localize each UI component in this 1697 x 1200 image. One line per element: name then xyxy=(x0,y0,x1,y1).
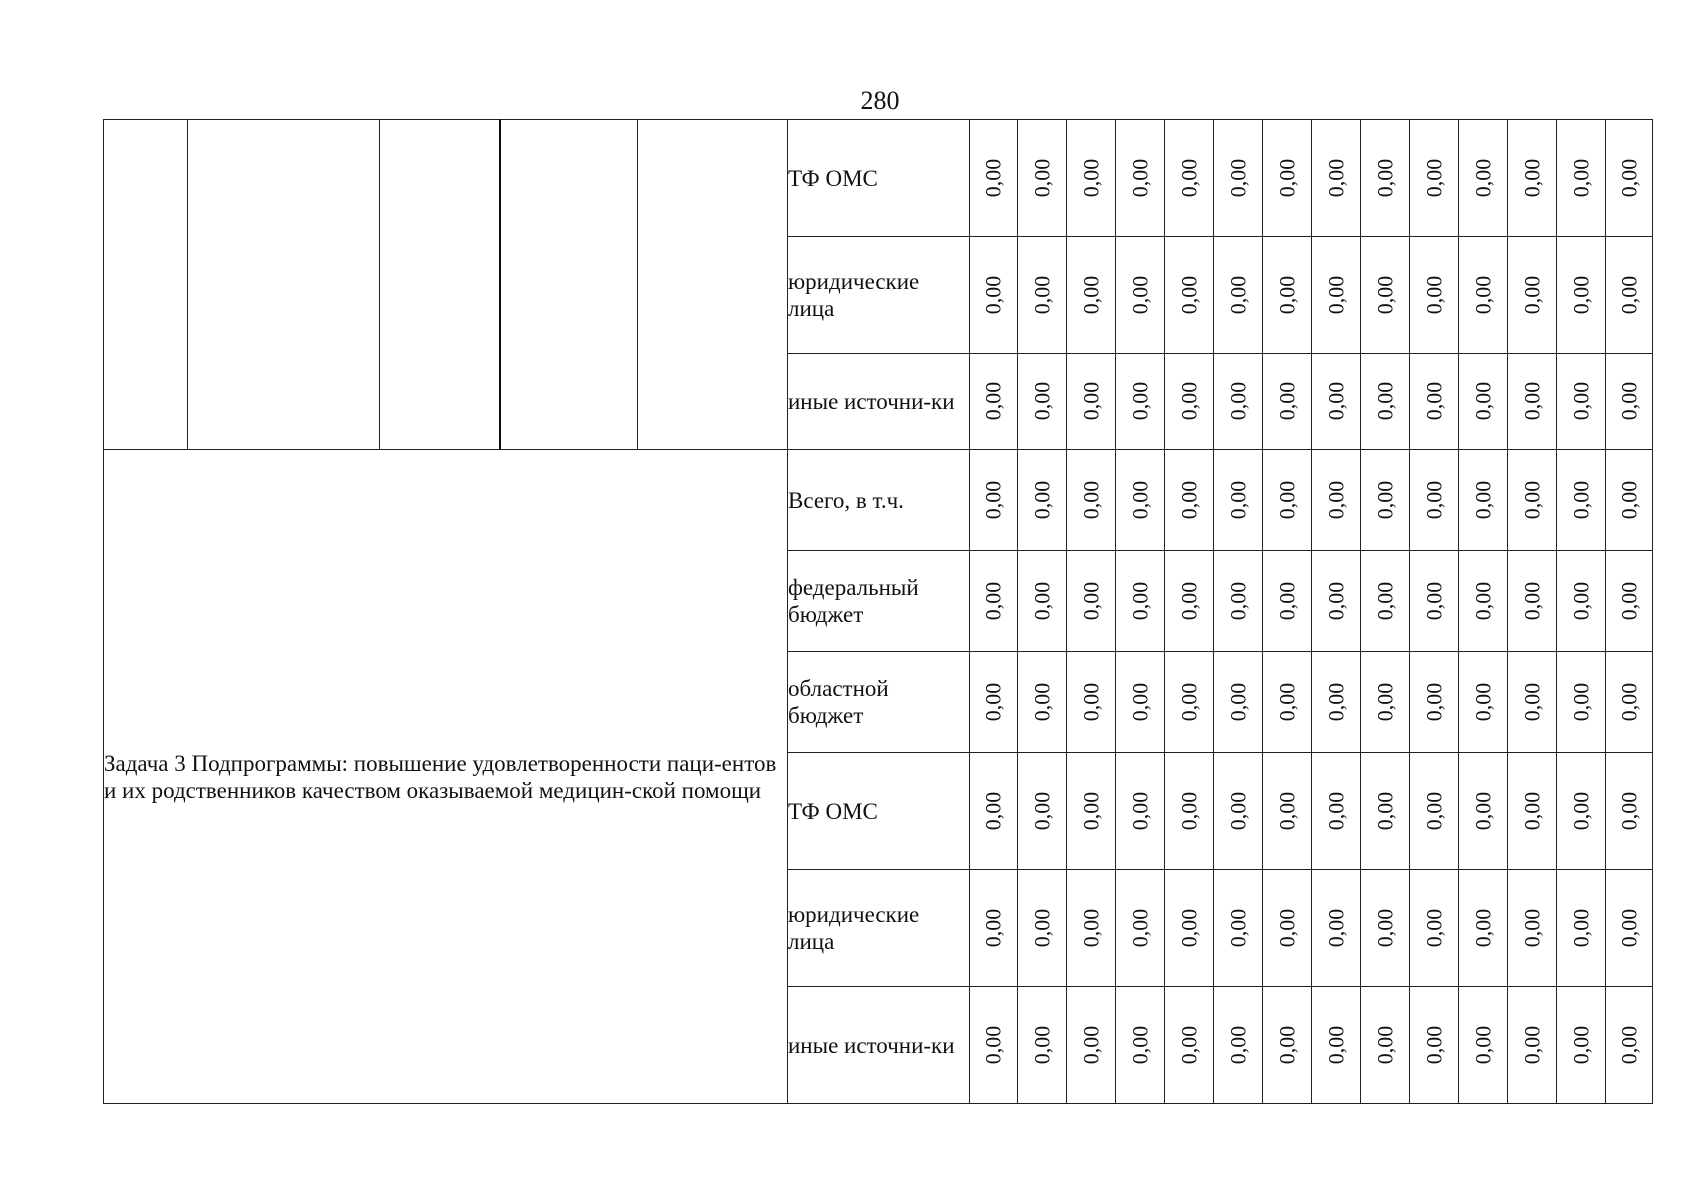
value-cell xyxy=(1263,237,1312,354)
empty-merged-cell xyxy=(638,120,788,450)
value-cell xyxy=(1557,753,1606,870)
value-cell xyxy=(1557,652,1606,753)
value-cell xyxy=(1116,987,1165,1104)
value-text: 0,00 xyxy=(1616,381,1641,421)
value-text: 0,00 xyxy=(1029,581,1054,620)
table-row xyxy=(104,120,1653,237)
empty-merged-cell xyxy=(188,120,380,450)
value-text: 0,00 xyxy=(1519,1025,1544,1064)
value-cell xyxy=(970,120,1018,237)
value-cell xyxy=(1606,652,1653,753)
value-text: 0,00 xyxy=(1323,791,1348,830)
value-text: 0,00 xyxy=(1176,381,1201,421)
value-text: 0,00 xyxy=(1568,908,1593,947)
value-text: 0,00 xyxy=(1127,158,1152,197)
value-cell xyxy=(1312,870,1361,987)
value-cell xyxy=(1312,120,1361,237)
value-cell xyxy=(1312,652,1361,753)
value-cell xyxy=(1459,753,1508,870)
funding-table xyxy=(103,119,1653,1104)
value-cell xyxy=(1116,450,1165,551)
value-text: 0,00 xyxy=(1421,581,1446,620)
value-cell xyxy=(1067,120,1116,237)
value-cell xyxy=(1508,551,1557,652)
value-cell xyxy=(1214,120,1263,237)
value-text: 0,00 xyxy=(1372,158,1397,197)
value-text: 0,00 xyxy=(1029,1025,1054,1064)
value-cell xyxy=(1459,551,1508,652)
source-label: иные источни-ки xyxy=(788,1032,955,1058)
value-text: 0,00 xyxy=(1274,381,1299,421)
value-text: 0,00 xyxy=(1421,275,1446,314)
value-cell xyxy=(1606,551,1653,652)
value-cell xyxy=(1459,120,1508,237)
value-cell xyxy=(1214,753,1263,870)
value-text: 0,00 xyxy=(1225,682,1250,721)
value-cell xyxy=(1165,753,1214,870)
value-text: 0,00 xyxy=(1372,581,1397,620)
value-text: 0,00 xyxy=(1323,682,1348,721)
value-cell xyxy=(1361,354,1410,450)
value-text: 0,00 xyxy=(1176,158,1201,197)
value-cell xyxy=(1263,753,1312,870)
value-text: 0,00 xyxy=(1078,908,1103,947)
source-cell xyxy=(788,753,970,870)
value-text: 0,00 xyxy=(1225,581,1250,620)
value-cell xyxy=(1312,237,1361,354)
value-cell xyxy=(1557,237,1606,354)
value-text: 0,00 xyxy=(1225,1025,1250,1064)
value-text: 0,00 xyxy=(1225,480,1250,519)
value-cell xyxy=(1410,120,1459,237)
value-cell xyxy=(1508,450,1557,551)
value-text: 0,00 xyxy=(1029,381,1054,421)
value-cell xyxy=(1263,652,1312,753)
value-text: 0,00 xyxy=(1372,1025,1397,1064)
value-text: 0,00 xyxy=(1616,682,1641,721)
value-text: 0,00 xyxy=(1078,581,1103,620)
value-cell xyxy=(1557,551,1606,652)
value-text: 0,00 xyxy=(1225,275,1250,314)
value-cell xyxy=(1165,450,1214,551)
value-text: 0,00 xyxy=(1616,581,1641,620)
value-cell xyxy=(1508,354,1557,450)
value-cell xyxy=(970,354,1018,450)
value-cell xyxy=(1214,870,1263,987)
value-cell xyxy=(1263,987,1312,1104)
value-text: 0,00 xyxy=(1029,480,1054,519)
value-text: 0,00 xyxy=(1274,581,1299,620)
source-cell xyxy=(788,354,970,450)
source-cell xyxy=(788,237,970,354)
value-cell xyxy=(970,870,1018,987)
value-cell xyxy=(1116,237,1165,354)
value-cell xyxy=(1361,987,1410,1104)
value-text: 0,00 xyxy=(1519,581,1544,620)
source-cell xyxy=(788,551,970,652)
value-text: 0,00 xyxy=(1470,581,1495,620)
value-text: 0,00 xyxy=(1519,381,1544,421)
value-cell xyxy=(1361,237,1410,354)
value-text: 0,00 xyxy=(1274,908,1299,947)
value-cell xyxy=(1361,870,1410,987)
value-cell xyxy=(1165,237,1214,354)
value-text: 0,00 xyxy=(1568,1025,1593,1064)
source-cell xyxy=(788,120,970,237)
value-text: 0,00 xyxy=(1421,791,1446,830)
value-cell xyxy=(1459,354,1508,450)
value-text: 0,00 xyxy=(1568,682,1593,721)
value-cell xyxy=(1606,354,1653,450)
value-text: 0,00 xyxy=(1029,908,1054,947)
value-text: 0,00 xyxy=(1519,908,1544,947)
value-cell xyxy=(1018,450,1067,551)
value-text: 0,00 xyxy=(1519,480,1544,519)
value-cell xyxy=(1459,450,1508,551)
value-text: 0,00 xyxy=(1372,381,1397,421)
value-cell xyxy=(1459,652,1508,753)
value-cell xyxy=(1214,987,1263,1104)
value-cell xyxy=(1165,120,1214,237)
value-cell xyxy=(1116,551,1165,652)
value-cell xyxy=(1508,652,1557,753)
value-cell xyxy=(970,237,1018,354)
value-text: 0,00 xyxy=(1470,791,1495,830)
value-cell xyxy=(1067,450,1116,551)
value-cell xyxy=(1312,753,1361,870)
value-text: 0,00 xyxy=(1323,581,1348,620)
value-cell xyxy=(1018,120,1067,237)
value-text: 0,00 xyxy=(1176,1025,1201,1064)
value-text: 0,00 xyxy=(1372,275,1397,314)
task-title-cell xyxy=(104,450,788,1104)
value-text: 0,00 xyxy=(1519,158,1544,197)
value-text: 0,00 xyxy=(1176,275,1201,314)
value-text: 0,00 xyxy=(1176,908,1201,947)
value-cell xyxy=(970,551,1018,652)
value-text: 0,00 xyxy=(1470,158,1495,197)
value-cell xyxy=(1116,753,1165,870)
value-cell xyxy=(1312,354,1361,450)
value-text: 0,00 xyxy=(1029,275,1054,314)
value-text: 0,00 xyxy=(1274,682,1299,721)
source-label: ТФ ОМС xyxy=(788,165,878,191)
value-cell xyxy=(1606,753,1653,870)
value-text: 0,00 xyxy=(1323,480,1348,519)
value-text: 0,00 xyxy=(1127,1025,1152,1064)
value-cell xyxy=(1018,987,1067,1104)
value-cell xyxy=(1263,354,1312,450)
value-cell xyxy=(1410,354,1459,450)
value-text: 0,00 xyxy=(980,1025,1006,1064)
value-cell xyxy=(1165,870,1214,987)
source-cell xyxy=(788,652,970,753)
value-text: 0,00 xyxy=(1616,1025,1641,1064)
source-cell xyxy=(788,450,970,551)
value-cell xyxy=(1067,652,1116,753)
value-text: 0,00 xyxy=(1078,682,1103,721)
value-text: 0,00 xyxy=(1372,480,1397,519)
value-text: 0,00 xyxy=(1519,791,1544,830)
value-text: 0,00 xyxy=(1078,158,1103,197)
value-text: 0,00 xyxy=(1470,1025,1495,1064)
value-text: 0,00 xyxy=(1519,682,1544,721)
value-cell xyxy=(1214,450,1263,551)
empty-merged-cell xyxy=(500,120,638,450)
source-cell xyxy=(788,987,970,1104)
value-cell xyxy=(1067,551,1116,652)
value-cell xyxy=(970,652,1018,753)
value-text: 0,00 xyxy=(1568,581,1593,620)
value-text: 0,00 xyxy=(1127,480,1152,519)
value-cell xyxy=(1116,652,1165,753)
value-cell xyxy=(1018,652,1067,753)
value-cell xyxy=(1606,237,1653,354)
value-text: 0,00 xyxy=(1470,480,1495,519)
value-text: 0,00 xyxy=(1568,275,1593,314)
value-text: 0,00 xyxy=(1470,682,1495,721)
value-text: 0,00 xyxy=(1274,480,1299,519)
task-title: Задача 3 Подпрограммы: повышение удовлетворенности паци-ентов и их родственников качеством оказываемой медицин-ской помощи xyxy=(104,750,777,803)
value-text: 0,00 xyxy=(1323,158,1348,197)
value-text: 0,00 xyxy=(980,682,1006,721)
value-text: 0,00 xyxy=(1470,275,1495,314)
value-text: 0,00 xyxy=(1078,381,1103,421)
value-cell xyxy=(1410,450,1459,551)
value-cell xyxy=(1067,354,1116,450)
value-cell xyxy=(1557,450,1606,551)
value-text: 0,00 xyxy=(1616,908,1641,947)
value-text: 0,00 xyxy=(1470,908,1495,947)
value-text: 0,00 xyxy=(1568,791,1593,830)
source-cell xyxy=(788,870,970,987)
value-text: 0,00 xyxy=(1029,791,1054,830)
table-row xyxy=(104,450,1653,551)
value-cell xyxy=(1165,551,1214,652)
value-cell xyxy=(1361,551,1410,652)
value-cell xyxy=(1165,354,1214,450)
value-text: 0,00 xyxy=(1127,275,1152,314)
value-text: 0,00 xyxy=(980,791,1006,830)
value-text: 0,00 xyxy=(1176,480,1201,519)
value-text: 0,00 xyxy=(980,480,1006,519)
value-cell xyxy=(1067,753,1116,870)
value-cell xyxy=(1214,354,1263,450)
value-text: 0,00 xyxy=(1568,381,1593,421)
value-text: 0,00 xyxy=(1078,1025,1103,1064)
value-text: 0,00 xyxy=(1372,908,1397,947)
value-cell xyxy=(1508,753,1557,870)
value-cell xyxy=(1508,237,1557,354)
source-label: областной бюджет xyxy=(788,676,889,728)
value-cell xyxy=(1116,870,1165,987)
value-cell xyxy=(1067,987,1116,1104)
source-label: федеральный бюджет xyxy=(788,575,919,627)
source-label: юридические лица xyxy=(788,902,920,954)
value-cell xyxy=(1361,753,1410,870)
value-cell xyxy=(1018,551,1067,652)
value-text: 0,00 xyxy=(1274,158,1299,197)
source-label: ТФ ОМС xyxy=(788,798,878,824)
value-cell xyxy=(1214,237,1263,354)
value-cell xyxy=(1508,987,1557,1104)
value-cell xyxy=(1361,450,1410,551)
value-cell xyxy=(1557,987,1606,1104)
value-cell xyxy=(1018,354,1067,450)
value-cell xyxy=(1508,120,1557,237)
value-cell xyxy=(1312,551,1361,652)
value-cell xyxy=(1557,354,1606,450)
value-cell xyxy=(1410,987,1459,1104)
value-text: 0,00 xyxy=(1225,908,1250,947)
value-text: 0,00 xyxy=(1421,682,1446,721)
value-cell xyxy=(1557,870,1606,987)
value-text: 0,00 xyxy=(1078,480,1103,519)
value-text: 0,00 xyxy=(1421,1025,1446,1064)
value-cell xyxy=(1312,450,1361,551)
value-text: 0,00 xyxy=(1616,480,1641,519)
value-text: 0,00 xyxy=(980,158,1006,197)
value-text: 0,00 xyxy=(1616,791,1641,830)
value-text: 0,00 xyxy=(1225,791,1250,830)
value-cell xyxy=(1312,987,1361,1104)
value-text: 0,00 xyxy=(1127,581,1152,620)
value-text: 0,00 xyxy=(1421,480,1446,519)
value-cell xyxy=(1606,870,1653,987)
value-text: 0,00 xyxy=(1372,791,1397,830)
value-cell xyxy=(1606,120,1653,237)
value-text: 0,00 xyxy=(1421,158,1446,197)
value-cell xyxy=(1508,870,1557,987)
value-cell xyxy=(970,753,1018,870)
value-cell xyxy=(1263,120,1312,237)
value-text: 0,00 xyxy=(1274,275,1299,314)
value-text: 0,00 xyxy=(980,581,1006,620)
value-cell xyxy=(1557,120,1606,237)
value-cell xyxy=(1165,987,1214,1104)
value-cell xyxy=(1165,652,1214,753)
value-text: 0,00 xyxy=(1616,275,1641,314)
value-text: 0,00 xyxy=(1323,275,1348,314)
value-text: 0,00 xyxy=(1078,275,1103,314)
value-cell xyxy=(1018,870,1067,987)
value-cell xyxy=(1459,870,1508,987)
value-text: 0,00 xyxy=(980,381,1006,421)
value-text: 0,00 xyxy=(1029,158,1054,197)
value-cell xyxy=(1018,237,1067,354)
value-text: 0,00 xyxy=(1519,275,1544,314)
value-text: 0,00 xyxy=(1127,381,1152,421)
value-text: 0,00 xyxy=(1225,158,1250,197)
page-number: 280 xyxy=(860,86,900,115)
source-label: иные источни-ки xyxy=(788,389,955,414)
empty-merged-cell xyxy=(380,120,500,450)
value-cell xyxy=(1410,753,1459,870)
value-cell xyxy=(1214,551,1263,652)
value-cell xyxy=(1410,237,1459,354)
value-cell xyxy=(1263,450,1312,551)
empty-merged-cell xyxy=(104,120,188,450)
value-text: 0,00 xyxy=(1568,480,1593,519)
value-cell xyxy=(1116,354,1165,450)
value-text: 0,00 xyxy=(1274,791,1299,830)
value-cell xyxy=(1067,870,1116,987)
value-cell xyxy=(1067,237,1116,354)
value-text: 0,00 xyxy=(1372,682,1397,721)
value-cell xyxy=(1214,652,1263,753)
value-cell xyxy=(1606,450,1653,551)
value-text: 0,00 xyxy=(1568,158,1593,197)
value-cell xyxy=(970,450,1018,551)
value-text: 0,00 xyxy=(1421,381,1446,421)
value-text: 0,00 xyxy=(1176,791,1201,830)
value-text: 0,00 xyxy=(1470,381,1495,421)
source-label: юридические лица xyxy=(788,269,920,321)
value-cell xyxy=(1606,987,1653,1104)
value-cell xyxy=(1018,753,1067,870)
source-label: Всего, в т.ч. xyxy=(788,487,904,513)
value-text: 0,00 xyxy=(1078,791,1103,830)
value-text: 0,00 xyxy=(1127,791,1152,830)
value-cell xyxy=(970,987,1018,1104)
value-text: 0,00 xyxy=(1421,908,1446,947)
value-cell xyxy=(1263,870,1312,987)
value-text: 0,00 xyxy=(1225,381,1250,421)
value-text: 0,00 xyxy=(1274,1025,1299,1064)
value-text: 0,00 xyxy=(1127,682,1152,721)
value-cell xyxy=(1116,120,1165,237)
value-text: 0,00 xyxy=(1323,381,1348,421)
value-cell xyxy=(1410,551,1459,652)
value-text: 0,00 xyxy=(1323,908,1348,947)
value-text: 0,00 xyxy=(1127,908,1152,947)
value-text: 0,00 xyxy=(980,275,1006,314)
value-text: 0,00 xyxy=(1176,682,1201,721)
value-cell xyxy=(1459,237,1508,354)
value-text: 0,00 xyxy=(980,908,1006,947)
value-cell xyxy=(1410,652,1459,753)
value-cell xyxy=(1263,551,1312,652)
value-cell xyxy=(1361,120,1410,237)
value-text: 0,00 xyxy=(1176,581,1201,620)
value-cell xyxy=(1410,870,1459,987)
value-text: 0,00 xyxy=(1029,682,1054,721)
value-cell xyxy=(1459,987,1508,1104)
value-text: 0,00 xyxy=(1616,158,1641,197)
value-text: 0,00 xyxy=(1323,1025,1348,1064)
value-cell xyxy=(1361,652,1410,753)
